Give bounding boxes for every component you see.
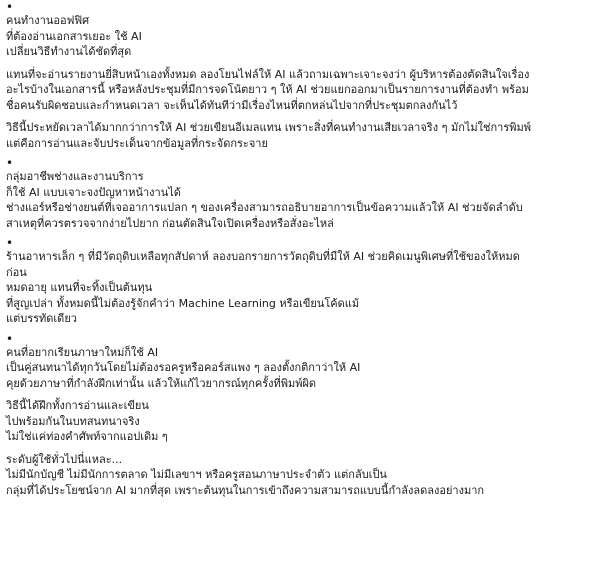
text-line: ที่ต้องอ่านเอกสารเยอะ ใช้ AI xyxy=(6,29,142,43)
text-line: ร้านอาหารเล็ก ๆ ที่มีวัตถุดิบเหลือทุกสัปดาห์ ลองบอกรายการวัตถุดิบที่มีให้ AI ช่วยคิดเมนูพิเศษที่ใช้ของให้หมด xyxy=(6,250,520,263)
paragraph xyxy=(6,13,596,60)
paragraph xyxy=(6,452,596,499)
text-line: ก็ใช้ AI แบบเจาะจงปัญหาหน้างานได้ xyxy=(6,185,181,199)
text-line: หมดอายุ แทนที่จะทิ้งเป็นต้นทุน xyxy=(6,281,153,294)
text-line: แต่คือการอ่านและจับประเด็นจากข้อมูลที่กระจัดกระจาย xyxy=(6,136,268,150)
text-line: กลุ่มที่ได้ประโยชน์จาก AI มากที่สุด เพราะต้นทุนในการเข้าถึงความสามารถแบบนี้กำลังลดลงอย่างมาก xyxy=(6,483,485,497)
text-line: เปลี่ยนวิธีทำงานได้ชัดที่สุด xyxy=(6,45,132,58)
bullet-point: • xyxy=(6,331,14,346)
text-line: สาเหตุที่ควรตรวจจากง่ายไปยาก ก่อนตัดสินใจเปิดเครื่องหรือสั่งอะไหล่ xyxy=(6,216,334,230)
bullet-point: • xyxy=(6,236,14,250)
text-line: วิธีนี้ได้ฝึกทั้งการอ่านและเขียน xyxy=(6,399,149,412)
text-line: แทนที่จะอ่านรายงานยี่สิบหน้าเองทั้งหมด ลองโยนไฟล์ให้ AI แล้วถามเฉพาะเจาะจงว่า ผู้บริหารต้องตัดสินใจเรื่อง xyxy=(6,67,530,81)
text-line: แต่บรรทัดเดียว xyxy=(6,312,77,325)
text-line: ไปพร้อมกันในบทสนทนาจริง xyxy=(6,414,140,428)
paragraph xyxy=(6,345,596,392)
text-line: ไม่มีนักบัญชี ไม่มีนักการตลาด ไม่มีเลขาฯ หรือครูสอนภาษาประจำตัว แต่กลับเป็น xyxy=(6,468,387,481)
paragraph xyxy=(6,169,596,231)
text-line: ระดับผู้ใช้ทั่วไปนี่แหละ... xyxy=(6,452,123,466)
text-line: วิธีนี้ประหยัดเวลาได้มากกว่าการให้ AI ช่วยเขียนอีเมลแทน เพราะสิ่งที่คนทำงานเสียเวลาจริง ๆ มักไม่ใช่การพิมพ์ xyxy=(6,121,531,134)
text-line: กลุ่มอาชีพช่างและงานบริการ xyxy=(6,170,144,183)
text-line: ชื่อคนรับผิดชอบและกำหนดเวลา จะเห็นได้ทันทีว่ามีเรื่องไหนที่ตกหล่นไปจากที่ประชุมตกลงกันไว้ xyxy=(6,98,458,112)
text-line: ก่อน xyxy=(6,265,27,279)
text-line: อะไรบ้างในเอกสารนี้ หรือหลังประชุมที่มีการจดโน้ตยาว ๆ ให้ AI ช่วยแยกออกมาเป็นรายการงานที่ต้องทำ พร้อม xyxy=(6,83,529,96)
paragraph xyxy=(6,398,596,445)
text-line: ที่สูญเปล่า ทั้งหมดนี้ไม่ต้องรู้จักคำว่า Machine Learning หรือเขียนโค้ดแม้ xyxy=(6,296,360,310)
text-line: คุยด้วยภาษาที่กำลังฝึกเท่านั้น แล้วให้แก้ไวยากรณ์ทุกครั้งที่พิมพ์ผิด xyxy=(6,376,317,390)
paragraph xyxy=(6,249,596,327)
bullet-point: • xyxy=(6,156,14,170)
text-line: เป็นคู่สนทนาได้ทุกวันโดยไม่ต้องรอครูหรือคอร์สแพง ๆ ลองตั้งกติกาว่าให้ AI xyxy=(6,361,361,374)
section-language-learners xyxy=(6,331,596,499)
text-line: ไม่ใช่แค่ท่องคำศัพท์จากแอปเดิม ๆ xyxy=(6,430,168,443)
text-line: คนทำงานออฟฟิศ xyxy=(6,14,90,27)
bullet-point: • xyxy=(6,0,14,14)
section-technicians xyxy=(6,158,596,231)
paragraph xyxy=(6,67,596,114)
section-office-workers xyxy=(6,2,596,151)
paragraph xyxy=(6,120,596,151)
section-small-restaurants xyxy=(6,238,596,327)
text-line: ช่างแอร์หรือช่างยนต์ที่เจออาการแปลก ๆ ของเครื่องสามารถอธิบายอาการเป็นข้อความแล้วให้ AI ช่วยจัดลำดับ xyxy=(6,201,523,214)
text-line: คนที่อยากเรียนภาษาใหม่ก็ใช้ AI xyxy=(6,345,159,359)
